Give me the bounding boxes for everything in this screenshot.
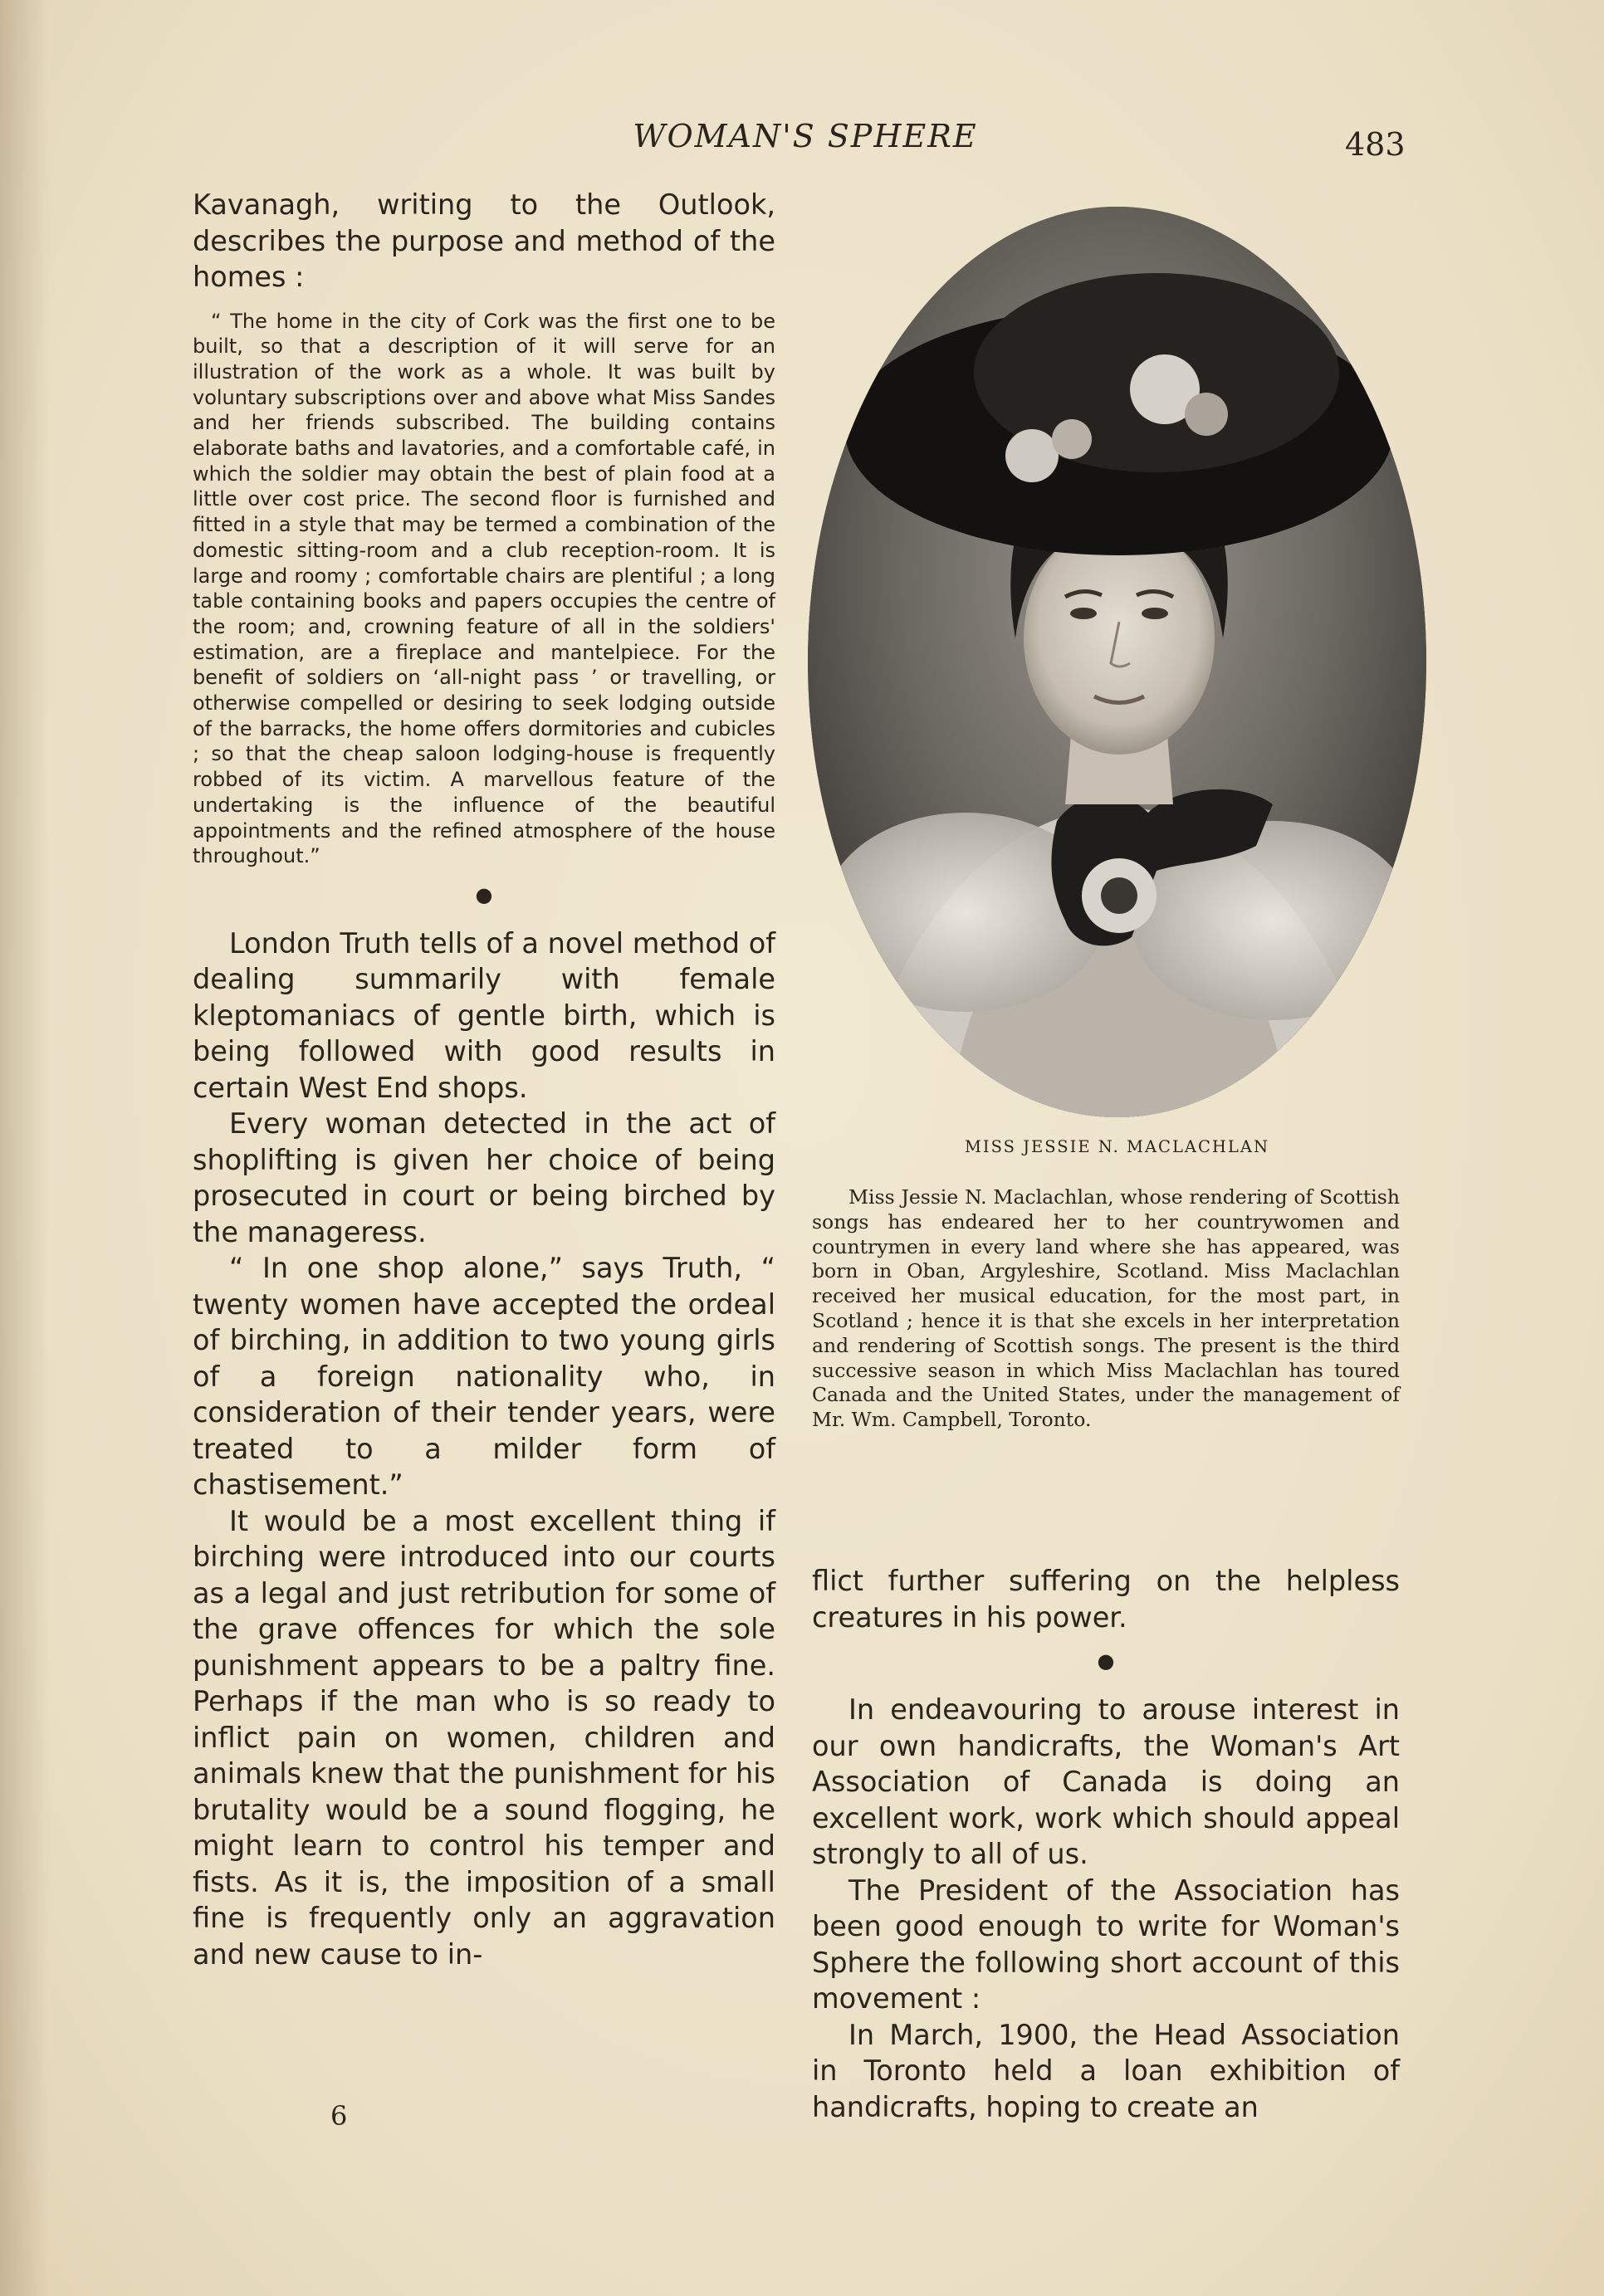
president-paragraph: The President of the Association has been good enough to write for Woman's Sphere the following short account of this movement : (812, 1873, 1400, 2015)
biography-block (812, 1185, 1400, 1433)
section-ornament: ● (475, 882, 493, 906)
exhibition-paragraph: In March, 1900, the Head Association in Toronto held a loan exhibition of handicrafts, hoping to create an (812, 2018, 1400, 2123)
left-column (193, 187, 775, 1972)
continuation-paragraph: flict further suffering on the helpless creatures in his power. (812, 1565, 1400, 1634)
truth-quote-paragraph: “ In one shop alone,” says Truth, “ twenty women have accepted the ordeal of birching, in addition to two young girls of a foreign nationality who, in consideration of their tender years, were treated to a milder form of chastisement.” (193, 1252, 775, 1502)
art-association-paragraph: In endeavouring to arouse interest in our own handicrafts, the Woman's Art Association of Canada is doing an excellent work, work which should appeal strongly to all of us. (812, 1693, 1400, 1870)
page-number: 483 (1345, 126, 1406, 163)
portrait-caption: MISS JESSIE N. MACLACHLAN (964, 1137, 1270, 1156)
right-column-text (812, 1563, 1400, 2125)
intro-paragraph: Kavanagh, writing to the Outlook, describes the purpose and method of the homes : (193, 188, 775, 293)
oval-portrait-photograph (808, 207, 1426, 1117)
spine-shadow (0, 0, 50, 2296)
birching-paragraph: It would be a most excellent thing if birching were introduced into our courts as a legal and just retribution for some of the grave offences for which the sole punishment appears to be a paltry fine. Perhaps if the man who is so ready to inflict pain on women, children and animals knew that the punishment for his brutality would be a sound flogging, he might learn to control his temper and fists. As it is, the imposition of a small fine is frequently only an aggravation and new cause to in- (193, 1504, 775, 1971)
biography-paragraph: Miss Jessie N. Maclachlan, whose rendering of Scottish songs has endeared her to her countrywomen and countrymen in every land where she has appeared, was born in Oban, Argyleshire, Scotland. Miss Maclachlan received her musical education, for the most part, in Scotland ; hence it is that she excels in her interpretation and rendering of Scottish songs. The present is the third successive season in which Miss Maclachlan has toured Canada and the United States, under the management of Mr. Wm. Campbell, Toronto. (812, 1185, 1400, 1432)
signature-folio: 6 (330, 2100, 348, 2132)
running-title: WOMAN'S SPHERE (633, 118, 978, 154)
portrait-illustration (808, 207, 1426, 1117)
truth-paragraph: London Truth tells of a novel method of dealing summarily with female kleptomaniacs of gentle birth, which is being followed with good results in certain West End shops. (193, 926, 776, 1104)
section-ornament-right: ● (1097, 1649, 1115, 1673)
cork-home-quote: “ The home in the city of Cork was the first one to be built, so that a description of it will serve for an illustration of the work as a whole. It was built by voluntary subscriptions over and above what Miss Sandes and her friends subscribed. The building contains elaborate baths and lavatories, and a comfortable café, in which the soldier may obtain the best of plain food at a little over cost price. The second floor is furnished and fitted in a style that may be termed a combination of the domestic sitting-room and a club reception-room. It is large and roomy ; comfortable chairs are plentiful ; a long table containing books and papers occupies the centre of the room; and, crowning feature of all in the soldiers' estimation, are a fireplace and mantelpiece. For the benefit of soldiers on ‘all-night pass ’ or travelling, or otherwise compelled or desiring to seek lodging outside of the barracks, the home offers dormitories and cubicles ; so that the cheap saloon lodging-house is frequently robbed of its victim. A marvellous feature of the undertaking is the influence of the beautiful appointments and the refined atmosphere of the house throughout.” (193, 309, 775, 868)
portrait-frame (808, 207, 1426, 1117)
shoplifting-paragraph: Every woman detected in the act of shoplifting is given her choice of being prosecuted in court or being birched by the manageress. (193, 1107, 775, 1248)
